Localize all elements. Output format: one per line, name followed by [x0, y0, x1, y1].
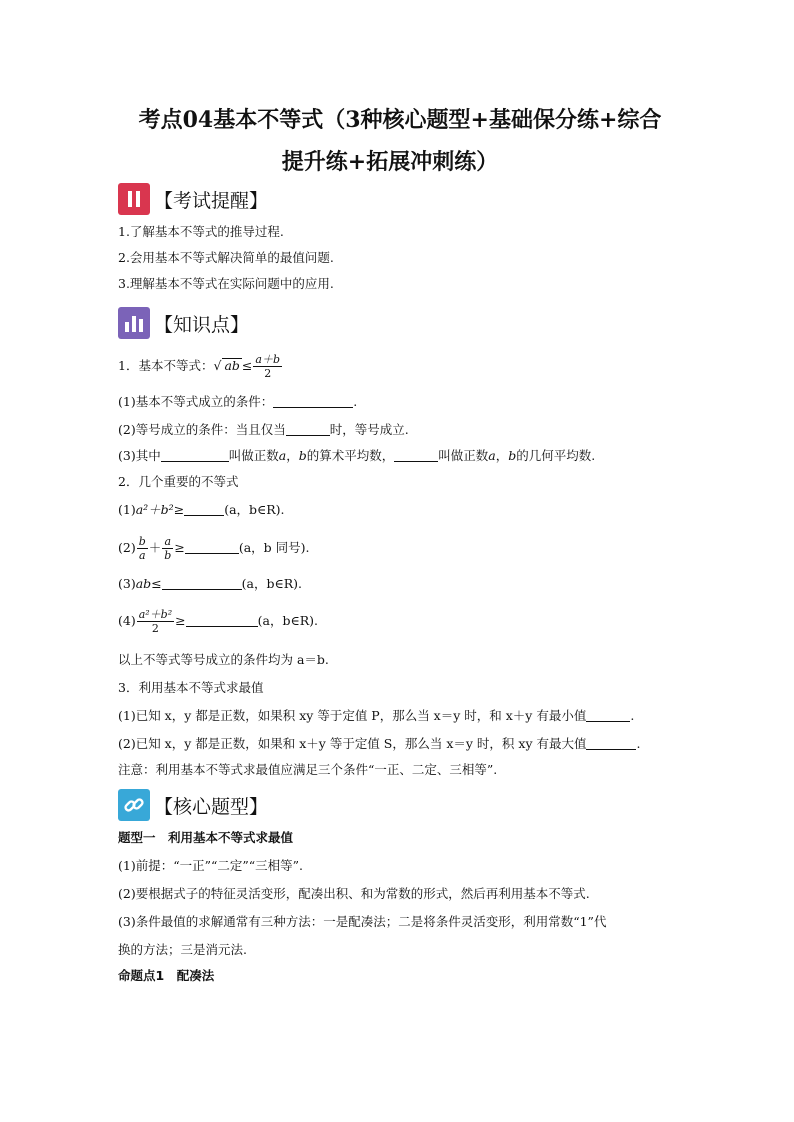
k2-item-3 [118, 574, 698, 594]
k2-i4-num: (4) [118, 613, 136, 628]
k2-i4-frac [137, 608, 174, 635]
knowledge-2-heading: 2．几个重要的不等式 [118, 474, 239, 489]
blank [394, 447, 438, 462]
k1-fraction [253, 353, 282, 380]
blank [161, 447, 229, 462]
k2-i1-expr: a²＋b² [135, 502, 174, 517]
k1-c1-text: (1)基本不等式成立的条件： [118, 394, 274, 409]
k2-i1-num: (1) [118, 502, 136, 517]
k1-c3-f: 的算术平均数， [306, 448, 395, 463]
k1-c2-text: (2)等号成立的条件：当且仅当 [118, 422, 286, 437]
link-chain-icon [118, 789, 150, 821]
k1-numerator: a＋b [255, 353, 280, 366]
page-title-line2: 提升练+拓展冲刺练） [281, 149, 499, 175]
k1-c3-var-a: a [278, 448, 287, 463]
frac-denominator: b [164, 549, 172, 562]
core-point-2: (2)要根据式子的特征灵活变形，配凑出积、和为常数的形式，然后再利用基本不等式. [118, 886, 590, 901]
k1-c2-end: 时，等号成立. [329, 422, 409, 437]
section-reminder-label: 【考试提醒】 [154, 189, 269, 212]
k2-i3-rel: ≤ [151, 576, 162, 591]
k2-item-1 [118, 500, 698, 520]
blank [286, 421, 330, 436]
k3-item-2 [118, 734, 698, 754]
k1-c1-end: . [353, 394, 358, 409]
frac-numerator: a²＋b² [138, 608, 173, 621]
k1-c3-b: 叫做正数 [228, 448, 279, 463]
k2-i2-plus: ＋ [148, 540, 162, 555]
section-knowledge [118, 306, 249, 340]
k2-item-2 [118, 532, 698, 564]
k3-i2-end: . [636, 736, 641, 751]
k2-item-4 [118, 604, 698, 638]
k2-i2-rel: ≥ [174, 540, 185, 555]
blank [185, 539, 239, 554]
k1-denominator: 2 [264, 367, 272, 380]
k2-i3-cond: (a，b∈R). [241, 576, 303, 591]
k1-c3-var-b2: b [508, 448, 517, 463]
k1-lead: 1．基本不等式： [118, 358, 214, 373]
frac-numerator: b [138, 535, 146, 548]
core-type-1-heading: 题型一 利用基本不等式求最值 [118, 830, 294, 845]
k1-c3-var-b: b [298, 448, 307, 463]
k2-i4-cond: (a，b∈R). [257, 613, 318, 628]
section-knowledge-label: 【知识点】 [154, 313, 250, 336]
k3-i1-end: . [630, 708, 635, 723]
k1-sqrt-content: ab [224, 358, 240, 373]
k2-note: 以上不等式等号成立的条件均为 a＝b. [118, 652, 329, 667]
reminder-item-2: 2.会用基本不等式解决简单的最值问题. [118, 250, 334, 265]
core-point-3a: (3)条件最值的求解通常有三种方法：一是配凑法；二是将条件灵活变形，利用常数“1”代 [118, 914, 607, 929]
k2-i1-rel: ≥ [173, 502, 185, 517]
blank [586, 707, 630, 722]
k3-note: 注意：利用基本不等式求最值应满足三个条件“一正、二定、三相等”. [118, 762, 498, 777]
blank [162, 575, 242, 590]
k2-i3-expr: ab [135, 576, 152, 591]
frac-numerator: a [162, 535, 173, 549]
core-subpoint-1: 命题点1 配凑法 [118, 968, 215, 983]
k2-i3-num: (3) [118, 576, 136, 591]
k1-c3-var-a2: a [488, 448, 496, 463]
k1-condition-1 [118, 392, 698, 412]
bar-chart-icon [118, 307, 150, 339]
sqrt-sign: √ [213, 358, 222, 373]
knowledge-1-basic-inequality [118, 352, 698, 380]
core-point-3b: 换的方法；三是消元法. [118, 942, 247, 957]
k1-relation: ≤ [241, 358, 253, 373]
blank [184, 501, 224, 516]
reminder-item-3: 3.理解基本不等式在实际问题中的应用. [118, 276, 334, 291]
core-point-1: (1)前提：“一正”“二定”“三相等”. [118, 858, 304, 873]
pause-bars-icon [118, 183, 150, 215]
k3-i1-text: (1)已知 x，y 都是正数，如果积 xy 等于定值 P，那么当 x＝y 时，和 x＋y 有最小值 [118, 708, 587, 723]
section-core-label: 【核心题型】 [154, 795, 269, 818]
k2-i2-cond: (a，b 同号). [238, 540, 310, 555]
k1-c3-k: 的几何平均数. [516, 448, 596, 463]
k2-i2-num: (2) [118, 540, 136, 555]
k2-i2-frac2 [162, 535, 173, 562]
section-reminder [118, 182, 268, 216]
k1-c3-comma2: ， [495, 448, 509, 463]
k1-condition-2 [118, 420, 698, 440]
frac-denominator: a [138, 549, 146, 562]
k2-i1-cond: (a，b∈R). [224, 502, 285, 517]
k1-condition-3 [118, 446, 698, 466]
knowledge-3-heading: 3．利用基本不等式求最值 [118, 680, 264, 695]
k1-c3-g: 叫做正数 [438, 448, 489, 463]
k2-i4-rel: ≥ [175, 613, 186, 628]
k1-c3-a: (3)其中 [118, 448, 161, 463]
blank [586, 735, 636, 750]
blank [273, 393, 353, 408]
k2-i2-frac1 [137, 535, 148, 562]
k3-item-1 [118, 706, 698, 726]
section-core [118, 788, 268, 822]
frac-denominator: 2 [151, 622, 159, 635]
k3-i2-text: (2)已知 x，y 都是正数，如果和 x＋y 等于定值 S，那么当 x＝y 时，积 xy 有最大值 [118, 736, 587, 751]
blank [186, 612, 258, 627]
page-title-line1: 考点04基本不等式（3种核心题型+基础保分练+综合 [138, 107, 662, 133]
reminder-item-1: 1.了解基本不等式的推导过程. [118, 224, 284, 239]
k1-c3-comma: ， [286, 448, 299, 463]
